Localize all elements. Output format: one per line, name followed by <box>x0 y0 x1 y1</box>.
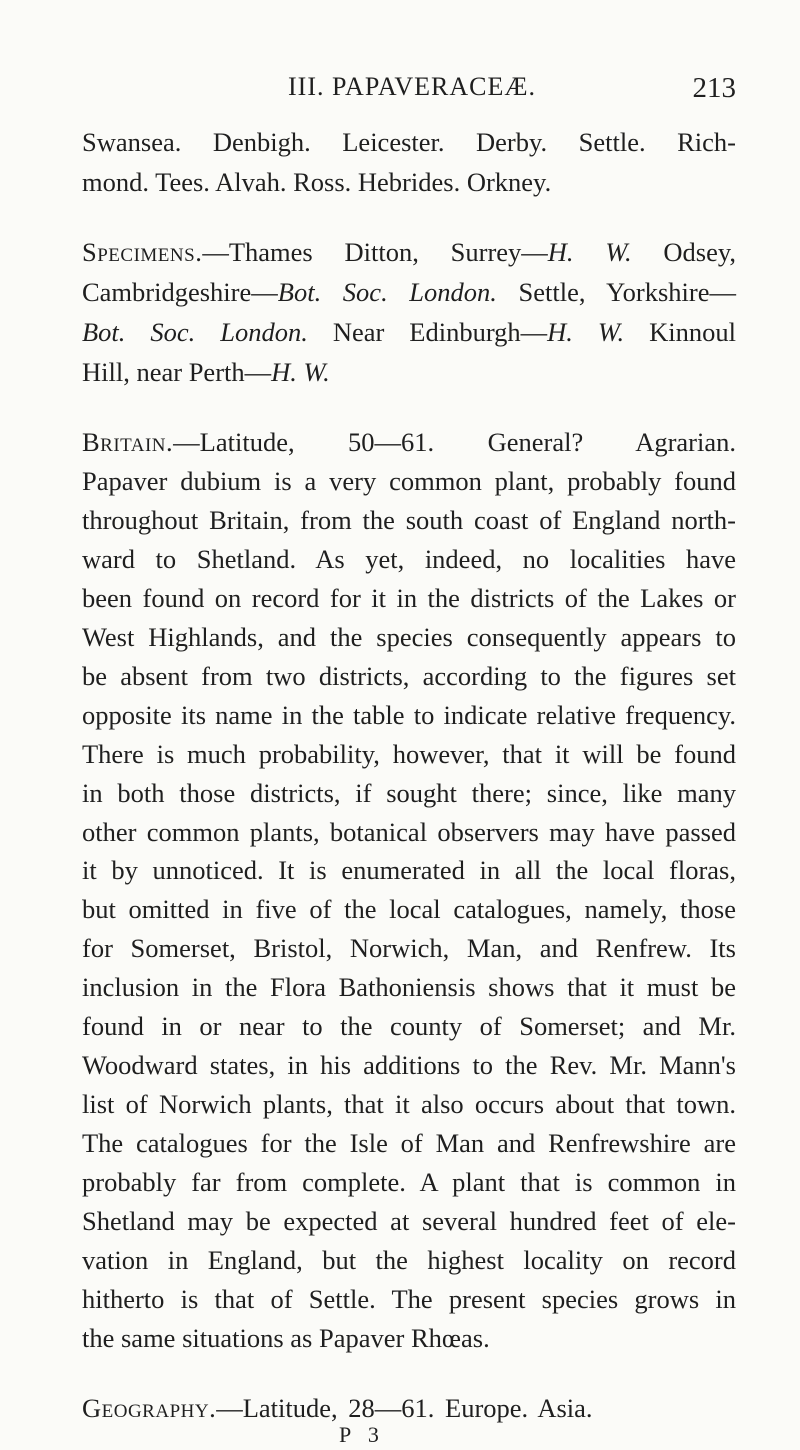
paragraph-britain-line: for Somerset, Bristol, Norwich, Man, and Renfrew. Its <box>82 933 736 963</box>
running-head <box>82 72 736 108</box>
paragraph-britain-line: ward to Shetland. As yet, indeed, no localities have <box>82 544 736 574</box>
paragraph-britain-line: in both those districts, if sought there; since, like many <box>82 778 736 808</box>
paragraph-britain-line: opposite its name in the table to indicate relative frequency. <box>82 700 736 730</box>
paragraph-britain-line: list of Norwich plants, that it also occurs about that town. <box>82 1089 736 1119</box>
paragraph-britain-line: West Highlands, and the species consequently appears to <box>82 622 736 652</box>
paragraph-localities-line: mond. Tees. Alvah. Ross. Hebrides. Orkney. <box>82 167 552 197</box>
paragraph-britain-line: probably far from complete. A plant that is common in <box>82 1167 736 1197</box>
paragraph-britain-line: been found on record for it in the districts of the Lakes or <box>82 583 736 613</box>
paragraph-specimens-line: Bot. Soc. London. Near Edinburgh—H. W. Kinnoul <box>82 317 736 347</box>
paragraph-britain-line: The catalogues for the Isle of Man and Renfrewshire are <box>82 1128 736 1158</box>
paragraph-britain-line: Shetland may be expected at several hundred feet of ele- <box>82 1206 736 1236</box>
paragraph-britain-line: inclusion in the Flora Bathoniensis shows that it must be <box>82 972 736 1002</box>
paragraph-britain-line: other common plants, botanical observers may have passed <box>82 817 736 847</box>
paragraph-britain-line: but omitted in five of the local catalogues, namely, those <box>82 894 736 924</box>
running-title: III. PAPAVERACEÆ. <box>288 72 536 101</box>
paragraph-britain-line: There is much probability, however, that it will be found <box>82 739 736 769</box>
paragraph-britain-line: be absent from two districts, according to the figures set <box>82 661 736 691</box>
paragraph-britain-line: Woodward states, in his additions to the Rev. Mr. Mann's <box>82 1050 736 1080</box>
section-heading-geography: Geography. <box>82 1393 217 1423</box>
paragraph-britain-line: the same situations as Papaver Rhœas. <box>82 1323 490 1353</box>
paragraph-britain-line: found in or near to the county of Somerset; and Mr. <box>82 1011 736 1041</box>
paragraph-britain-line: vation in England, but the highest locality on record <box>82 1245 736 1275</box>
paragraph-britain-line: hitherto is that of Settle. The present species grows in <box>82 1284 736 1314</box>
paragraph-britain-line: it by unnoticed. It is enumerated in all the local floras, <box>82 855 736 885</box>
paragraph-britain-line: Papaver dubium is a very common plant, probably found <box>82 466 736 496</box>
paragraph-britain-line: Britain.—Latitude, 50—61. General? Agrarian. <box>82 427 736 457</box>
paragraph-specimens-line: Specimens.—Thames Ditton, Surrey—H. W. Odsey, <box>82 237 736 267</box>
section-heading-specimens: Specimens. <box>82 237 203 267</box>
paragraph-specimens-line: Hill, near Perth—H. W. <box>82 357 330 387</box>
paragraph-geography-line: Geography.—Latitude, 28—61. Europe. Asia. <box>82 1393 593 1423</box>
paragraph-britain-line: throughout Britain, from the south coast of England north- <box>82 505 736 535</box>
paragraph-specimens-line: Cambridgeshire—Bot. Soc. London. Settle, Yorkshire— <box>82 277 736 307</box>
paragraph-localities-line: Swansea. Denbigh. Leicester. Derby. Settle. Rich- <box>82 127 736 157</box>
section-heading-britain: Britain. <box>82 427 174 457</box>
page-number: 213 <box>692 72 736 104</box>
signature-mark: P 3 <box>339 1422 385 1447</box>
book-page <box>82 0 736 1447</box>
